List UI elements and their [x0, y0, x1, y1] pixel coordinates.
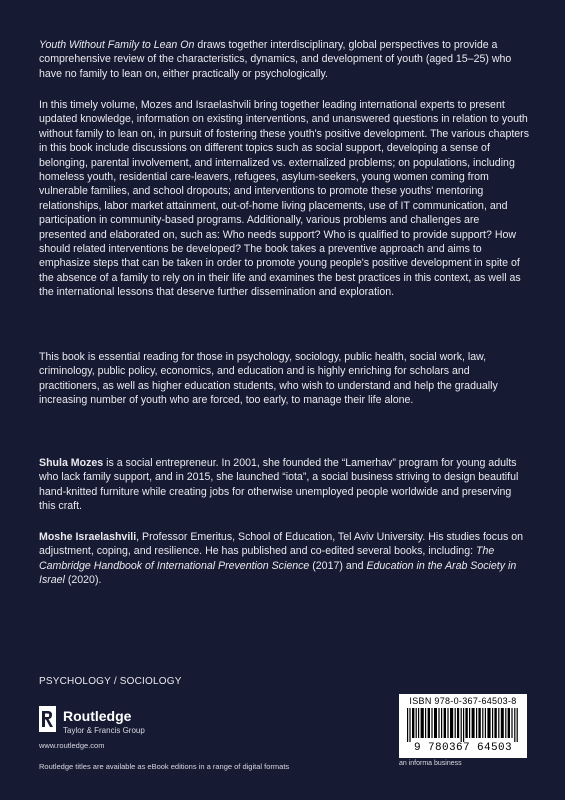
intro-paragraph — [39, 38, 529, 81]
author-bio-text: (2020). — [64, 574, 102, 587]
author-bio-mozes — [39, 456, 529, 514]
intro-text: draws together interdisciplinary, global perspectives to provide a comprehensive review of the characteristics, dynamics, and development of youth (aged 15–25) who have no family to lean on, either practically or psychologically. — [39, 39, 512, 80]
barcode-icon — [405, 708, 521, 742]
isbn-label: ISBN 978-0-367-64503-8 — [409, 696, 517, 706]
author-bio-israelashvili — [39, 530, 529, 588]
author-bio-text: , Professor Emeritus, School of Education, Tel Aviv University. His studies focus on adjustment, coping, and resilience. He has published and co-edited several books, including: — [39, 531, 523, 558]
routledge-logo-icon — [39, 706, 56, 732]
publisher-logo — [39, 706, 299, 734]
isbn-barcode — [399, 694, 527, 758]
book-title-cambridge: The Cambridge Handbook of International Prevention Science — [39, 545, 495, 572]
barcode-digits: 9 780367 64503 — [413, 742, 512, 754]
author-name-israelashvili: Moshe Israelashvili — [39, 531, 137, 543]
publisher-subtitle: Taylor & Francis Group — [63, 726, 145, 735]
book-title: Youth Without Family to Lean On — [39, 39, 195, 51]
subject-category: PSYCHOLOGY / SOCIOLOGY — [39, 676, 182, 687]
book-title-education: Education in the Arab Society in Israel — [39, 559, 517, 587]
description-paragraph: In this timely volume, Mozes and Israelashvili bring together leading international experts to present updated knowledge, information on existing interventions, and unanswered questions in relation to youth without family to lean on, in pursuit of fostering these youth's positive development. The various chapters in this book include discussions on different topics such as social support, developing a sense of belonging, parental involvement, and internalized vs. externalized problems; on populations, including homeless youth, residential care-leavers, refugees, asylum-seekers, young women coming from vulnerable families, and school dropouts; and interventions to promote these youths' mentoring relationships, labor market attainment, out-of-home living placements, use of IT communication, and participation in community-based programs. Additionally, various problems and challenges are presented and elaborated on, such as: Who needs support? Who is qualified to provide support? How should related interventions be developed? The book takes a preventive approach and aims to emphasize steps that can be taken in order to promote young people's positive development in spite of the absence of a family to rely on in their life and examines the best practices in this context, as well as the international lessons that deserve further dissemination and exploration. — [39, 99, 529, 299]
author-bio-text: (2017) and — [309, 559, 367, 572]
author-bio-text: is a social entrepreneur. In 2001, she founded the “Lamerhav” program for young adults who lack family support, and in 2015, she launched “iota”, a social business striving to design beautiful hand-knitted furniture while creating jobs for otherwise unemployed people worldwide and preserving this craft. — [39, 457, 519, 513]
ebook-note: Routledge titles are available as eBook editions in a range of digital formats — [39, 762, 290, 771]
informa-tagline: an informa business — [399, 760, 462, 767]
author-name-mozes: Shula Mozes — [39, 457, 104, 469]
publisher-website[interactable]: www.routledge.com — [39, 741, 105, 750]
publisher-name: Routledge — [63, 708, 132, 724]
audience-paragraph: This book is essential reading for those in psychology, sociology, public health, social work, law, criminology, public policy, economics, and education and is highly enriching for scholars and practitioners, as well as higher education students, who wish to understand and help the gradually increasing number of youth who are forced, too early, to manage their life alone. — [39, 351, 498, 407]
